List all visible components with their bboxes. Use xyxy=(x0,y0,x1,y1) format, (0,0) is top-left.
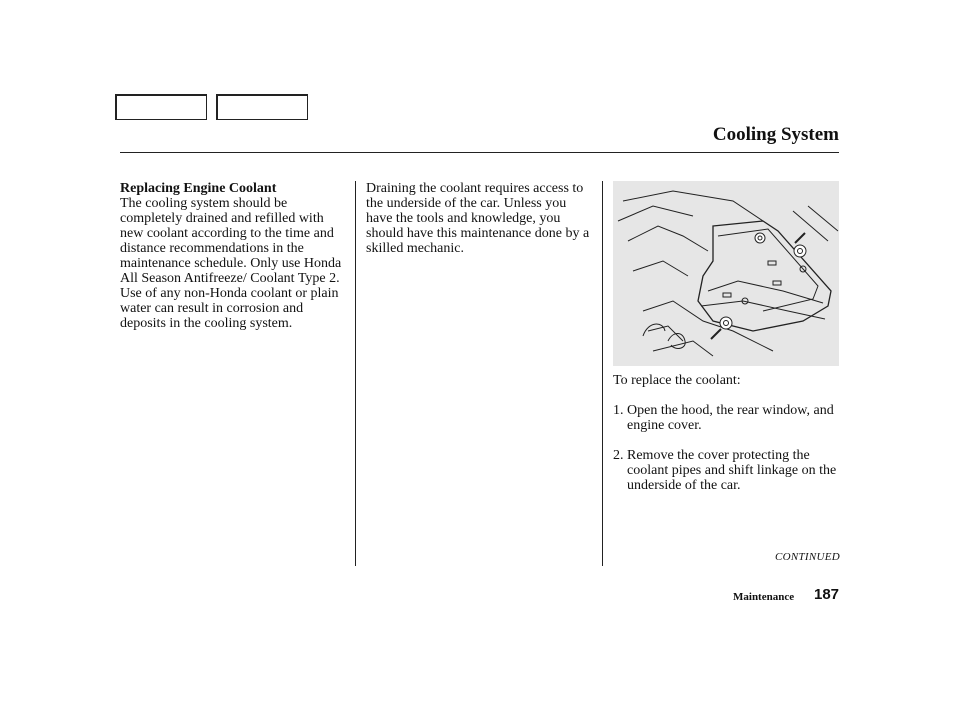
column-left xyxy=(120,181,348,331)
paragraph: The cooling system should be completely drained and refilled with new coolant according to the time and distance recommendations in the maintenance schedule. Only use Honda All Season Antifreeze/ Coolant Type 2. Use of any non-Honda coolant or plain water can result in corrosion and deposits in the cooling system. xyxy=(120,196,342,331)
page-title: Cooling System xyxy=(712,124,839,145)
step-text: Remove the cover protecting the coolant pipes and shift linkage on the underside of the car. xyxy=(627,448,837,493)
column-divider xyxy=(355,181,356,566)
intro-text: To replace the coolant: xyxy=(613,373,741,388)
engine-cover-illustration xyxy=(613,181,839,366)
step-number: 2. xyxy=(613,448,624,463)
list-item xyxy=(613,448,841,493)
continued-label: CONTINUED xyxy=(774,551,840,563)
footer-section: Maintenance xyxy=(733,591,795,603)
column-right xyxy=(613,373,841,508)
list-item xyxy=(613,403,841,433)
paragraph: Draining the coolant requires access to the underside of the car. Unless you have the tools and knowledge, you should have this maintenance done by a skilled mechanic. xyxy=(366,181,590,256)
nav-button-previous[interactable] xyxy=(115,94,207,120)
page-number: 187 xyxy=(814,586,840,603)
step-text: Open the hood, the rear window, and engine cover. xyxy=(627,403,834,433)
nav-button-next[interactable] xyxy=(216,94,308,120)
step-number: 1. xyxy=(613,403,624,418)
column-middle xyxy=(366,181,594,256)
header-rule xyxy=(120,152,839,153)
column-divider xyxy=(602,181,603,566)
section-heading: Replacing Engine Coolant xyxy=(120,181,277,196)
